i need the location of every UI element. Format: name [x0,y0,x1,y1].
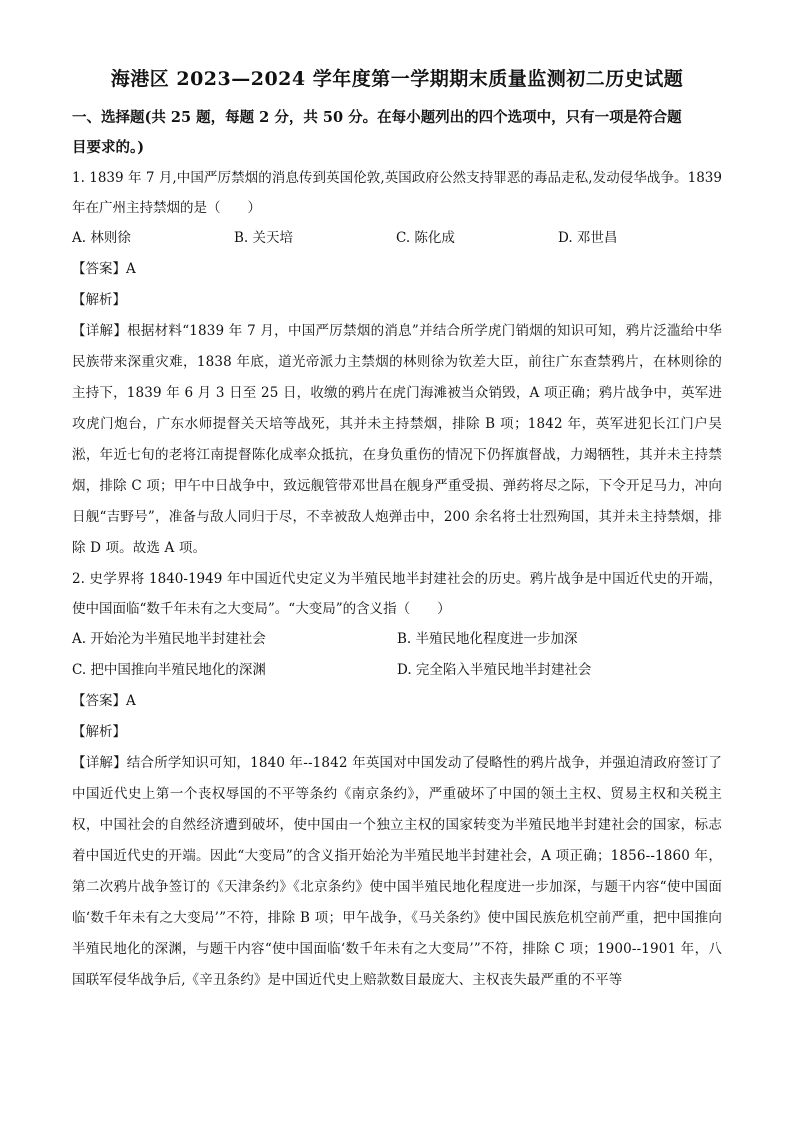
section-heading-line1: 一、选择题(共 25 题，每题 2 分，共 50 分。在每小题列出的四个选项中，只有一项是符合题 [72,109,682,126]
option-list [72,624,722,686]
question-stem: 1. 1839 年 7 月,中国严厉禁烟的消息传到英国伦敦,英国政府公然支持罪恶的毒品走私,发动侵华战争。1839 年在广州主持禁烟的是（ ） [72,170,722,216]
page-title: 海港区 2023—2024 学年度第一学期期末质量监测初二历史试题 [110,68,684,90]
analysis-label: 【解析】 [72,724,126,740]
question-2 [72,564,722,996]
detail-text: 【详解】结合所学知识可知，1840 年--1842 年英国对中国发动了侵略性的鸦片战争，并强迫清政府签订了中国近代史上第一个丧权辱国的不平等条约《南京条约》，严重破坏了中国的领土主权、贸易主权和关税主权，中国社会的自然经济遭到破坏，使中国由一个独立主权的国家转变为半殖民地半封建社会的国家，标志着中国近代史的开端。因此“大变局”的含义指开始沦为半殖民地半封建社会，A 项正确；1856--1860 年，第二次鸦片战争签订的《天津条约》《北京条约》使中国半殖民地化程度进一步加深，与题干内容“使中国面临‘数千年未有之大变局’”不符，排除 B 项；甲午战争，《马关条约》使中国民族危机空前严重，把中国推向半殖民地化的深渊，与题干内容“使中国面临‘数千年未有之大变局’”不符，排除 C 项；1900--1901 年，八国联军侵华战争后,《辛丑条约》是中国近代史上赔款数目最庞大、主权丧失最严重的不平等 [72,755,722,988]
answer-label: 【答案】A [72,261,136,277]
option-a: A. 林则徐 [72,230,131,246]
option-b: B. 关天培 [234,230,294,246]
option-list [72,223,722,254]
section-heading [72,103,722,163]
answer-label: 【答案】A [72,693,136,709]
section-heading-line2: 目要求的。) [72,139,145,156]
option-a: A. 开始沦为半殖民地半封建社会 [72,631,266,647]
option-c: C. 把中国推向半殖民地化的深渊 [72,662,266,678]
option-c: C. 陈化成 [396,230,455,246]
detail-text: 【详解】根据材料“1839 年 7 月，中国严厉禁烟的消息”并结合所学虎门销烟的知识可知，鸦片泛滥给中华民族带来深重灾难，1838 年底，道光帝派力主禁烟的林则徐为钦差大臣，前往广东查禁鸦片，在林则徐的主持下，1839 年 6 月 3 日至 25 日，收缴的鸦片在虎门海滩被当众销毁，A 项正确；鸦片战争中，英军进攻虎门炮台，广东水师提督关天培等战死，其并未主持禁烟，排除 B 项；1842 年，英军进犯长江门户吴淞，年近七旬的老将江南提督陈化成率众抵抗，在身负重伤的情况下仍挥旗督战，力竭牺牲，其并未主持禁烟，排除 C 项；甲午中日战争中，致远舰管带邓世昌在舰身严重受损、弹药将尽之际，下令开足马力，冲向日舰“吉野号”，准备与敌人同归于尽，不幸被敌人炮弹击中，200 余名将士壮烈殉国，其并未主持禁烟，排除 D 项。故选 A 项。 [72,323,722,556]
option-d: D. 邓世昌 [558,230,618,246]
option-b: B. 半殖民地化程度进一步加深 [397,631,578,647]
analysis-label: 【解析】 [72,292,126,308]
question-1 [72,163,722,564]
question-stem: 2. 史学界将 1840-1949 年中国近代史定义为半殖民地半封建社会的历史。鸦片战争是中国近代史的开端，使中国面临“数千年未有之大变局”。“大变局”的含义指（ ） [72,571,722,617]
option-d: D. 完全陷入半殖民地半封建社会 [397,662,592,678]
